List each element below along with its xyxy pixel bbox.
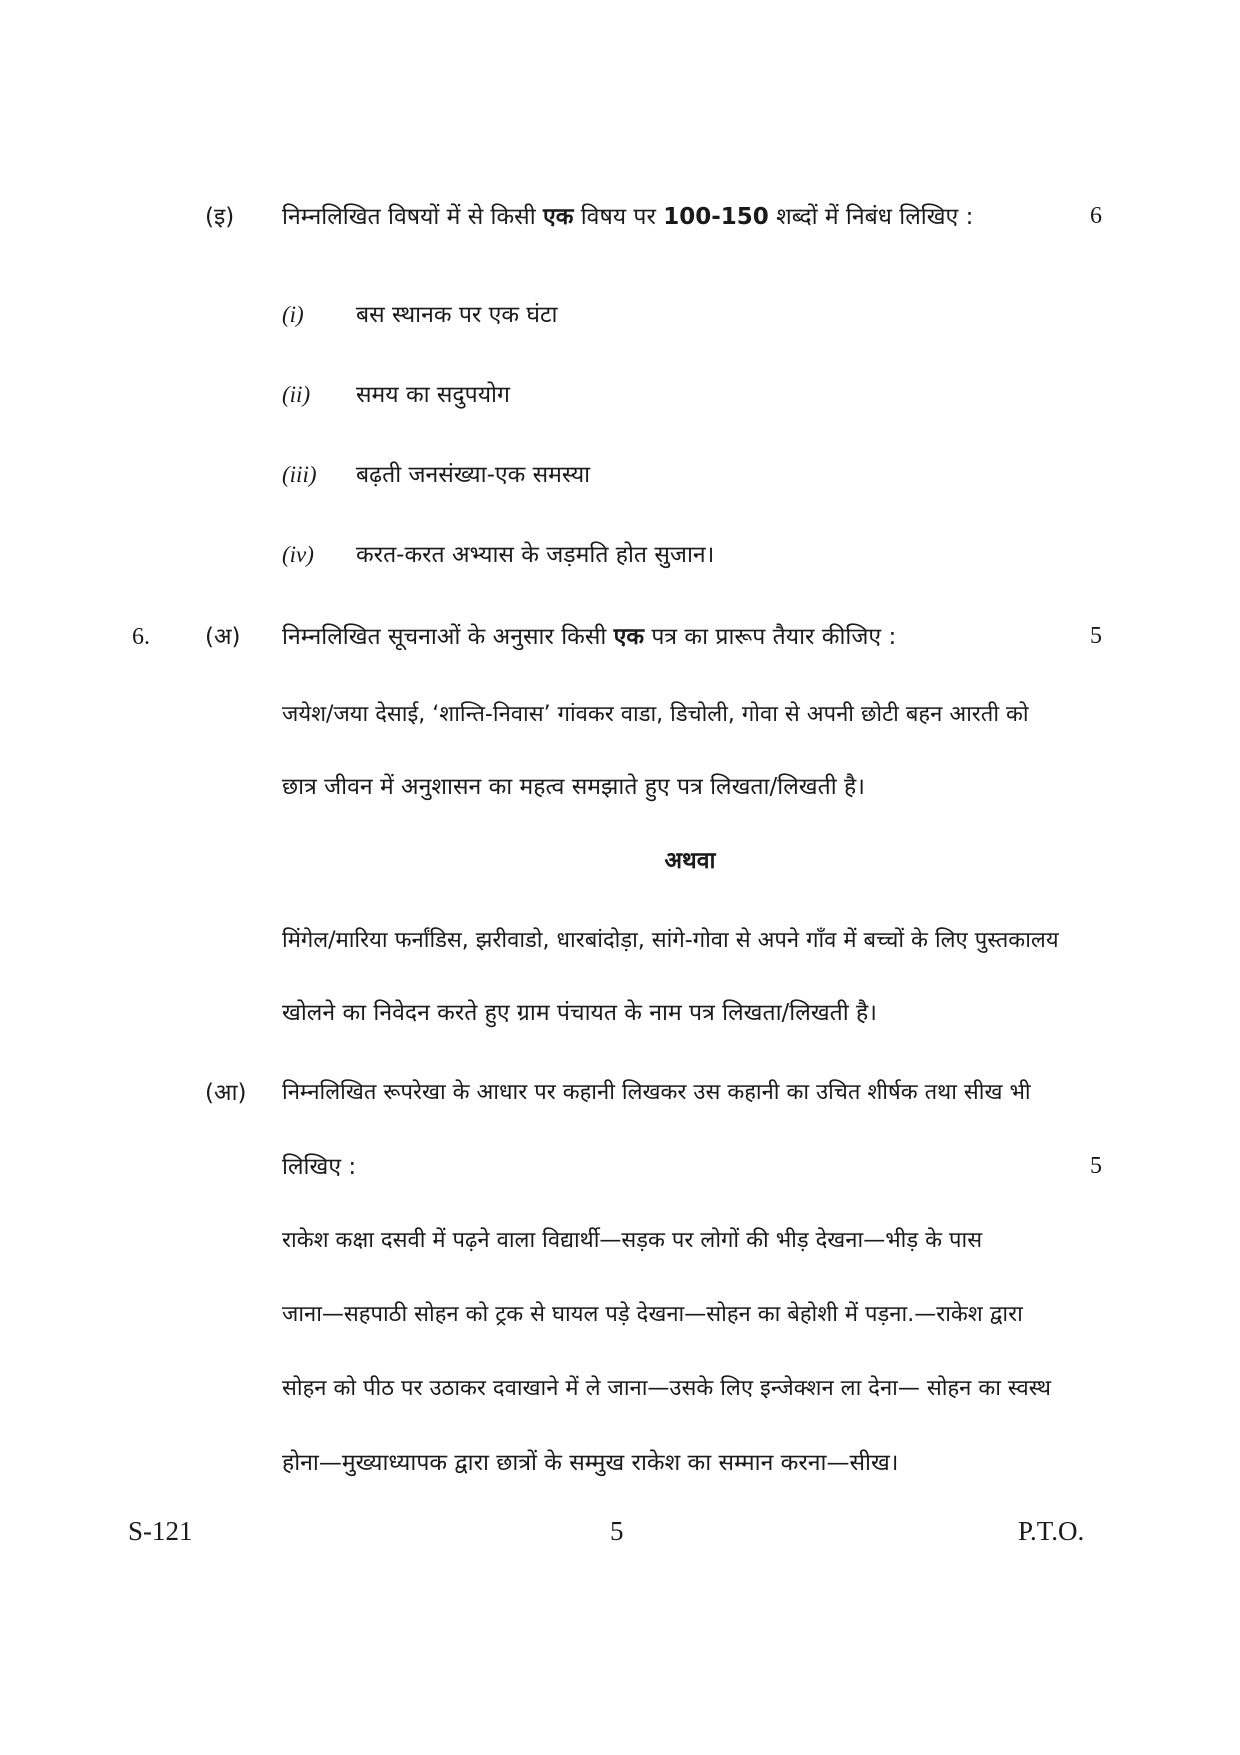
story-line-4: होना—मुख्याध्यापक द्वारा छात्रों के सम्मुख राकेश का सम्मान करना—सीख। xyxy=(282,1450,899,1476)
story-line-1: राकेश कक्षा दसवी में पढ़ने वाला विद्यार्थी—सड़क पर लोगों की भीड़ देखना—भीड़ के पास xyxy=(282,1228,983,1253)
q6a-para1-line1: जयेश/जया देसाई, ‘शान्ति-निवास’ गांवकर वाडा, डिचोली, गोवा से अपनी छोटी बहन आरती को xyxy=(282,702,1029,727)
q6b-label: (आ) xyxy=(205,1080,247,1106)
story-line-3: सोहन को पीठ पर उठाकर दवाखाने में ले जाना—उसके लिए इन्जेक्शन ला देना— सोहन का स्वस्थ xyxy=(282,1376,1051,1401)
option-iv-text: करत-करत अभ्यास के जड़मति होत सुजान। xyxy=(356,542,715,568)
q5e-text-2: विषय पर xyxy=(573,204,664,230)
option-i-num: (i) xyxy=(282,302,304,327)
option-iii-text: बढ़ती जनसंख्या-एक समस्या xyxy=(356,462,591,488)
q5e-marks: 6 xyxy=(1090,203,1102,229)
q5e-text-3: शब्दों में निबंध लिखिए : xyxy=(768,204,974,230)
q6a-para2-line1: मिंगेल/मारिया फर्नांडिस, झरीवाडो, धारबांदोड़ा, सांगे-गोवा से अपने गाँव में बच्चों के लिए पुस्तकालय xyxy=(282,928,1059,953)
q6a-marks: 5 xyxy=(1090,623,1102,649)
option-ii-num: (ii) xyxy=(282,382,311,407)
option-i-text: बस स्थानक पर एक घंटा xyxy=(356,302,558,328)
q6a-text-2: पत्र का प्रारूप तैयार कीजिए : xyxy=(644,624,897,650)
q6b-marks: 5 xyxy=(1090,1153,1102,1179)
q6a-para1-line2: छात्र जीवन में अनुशासन का महत्व समझाते हुए पत्र लिखता/लिखती है। xyxy=(282,774,865,800)
q6a-text-bold: एक xyxy=(613,624,645,650)
q5e-text-bold: एक xyxy=(543,204,574,230)
story-line-2: जाना—सहपाठी सोहन को ट्रक से घायल पड़े देखना—सोहन का बेहोशी में पड़ना.—राकेश द्वारा xyxy=(282,1302,1023,1327)
or-separator: अथवा xyxy=(664,848,716,874)
q5e-label: (इ) xyxy=(205,204,235,230)
q5e-instruction xyxy=(282,202,973,232)
q6b-instruction-line1: निम्नलिखित रूपरेखा के आधार पर कहानी लिखकर उस कहानी का उचित शीर्षक तथा सीख भी xyxy=(282,1080,1031,1105)
footer-page-number: 5 xyxy=(610,1516,624,1546)
option-iii-num: (iii) xyxy=(282,462,317,487)
footer-paper-code: S-121 xyxy=(128,1516,193,1546)
q6a-label: (अ) xyxy=(205,624,241,650)
option-iv-num: (iv) xyxy=(282,542,314,567)
q6a-text-1: निम्नलिखित सूचनाओं के अनुसार किसी xyxy=(282,624,614,650)
q5e-word-range: 100-150 xyxy=(663,204,769,230)
footer-pto: P.T.O. xyxy=(1018,1516,1085,1546)
q6a-para2-line2: खोलने का निवेदन करते हुए ग्राम पंचायत के नाम पत्र लिखता/लिखती है। xyxy=(282,1000,877,1026)
q6a-instruction xyxy=(282,622,896,652)
q6-number: 6. xyxy=(132,624,150,650)
option-ii-text: समय का सदुपयोग xyxy=(356,382,510,408)
q6b-instruction-line2: लिखिए : xyxy=(282,1154,357,1180)
q5e-text-1: निम्नलिखित विषयों में से किसी xyxy=(282,204,543,230)
